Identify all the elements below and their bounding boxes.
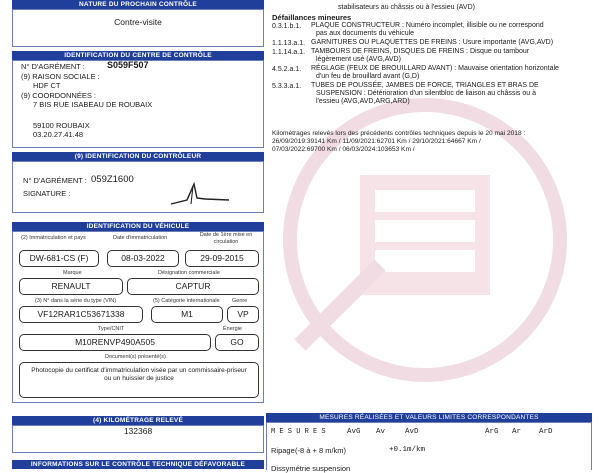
- mesures-column-header: ArG: [485, 428, 499, 436]
- mesures-column-header: AvD: [405, 428, 419, 436]
- genre-field: VP: [227, 306, 259, 323]
- controleur-agrement-label: N° D'AGRÉMENT :: [23, 176, 87, 185]
- immat-label: (2) Immatriculation et pays: [21, 235, 86, 241]
- next-visit-header: NATURE DU PROCHAIN CONTRÔLE: [12, 0, 264, 9]
- documents-label: Document(s) présenté(s): [105, 354, 166, 360]
- ripage-value: +0.1m/km: [389, 446, 426, 454]
- type-cnit-field: M10RENVP490A505: [19, 334, 211, 351]
- defavorable-info-header: INFORMATIONS SUR LE CONTRÔLE TECHNIQUE DÉFAVORABLE: [12, 460, 264, 469]
- km-history-line: Kilométrages relevés lors des précédents contrôles techniques depuis le 20 mai 2018 :: [272, 130, 526, 137]
- defect-text: PLAQUE CONSTRUCTEUR : Numéro incomplet, illisible ou ne correspond: [311, 22, 544, 29]
- date-immat-label: Date d'immatriculation: [113, 235, 168, 241]
- mesures-panel: [266, 422, 592, 473]
- type-cnit-label: Type/CNIT: [98, 326, 125, 332]
- defect-text: TAMBOURS DE FREINS, DISQUES DE FREINS : Disque ou tambour: [311, 48, 530, 55]
- defect-text: légèrement usé (AVG,AVD): [316, 56, 401, 63]
- defect-text: RÉGLAGE (FEUX DE BROUILLARD AVANT) : Mauvaise orientation horizontale: [311, 65, 559, 72]
- raison-sociale-label: (9) RAISON SOCIALE :: [21, 72, 100, 81]
- genre-label: Genre: [232, 298, 248, 304]
- defect-code: 5.3.3.a.1.: [272, 83, 302, 90]
- next-visit-value: Contre-visite: [114, 17, 162, 27]
- marque-label: Marque: [63, 270, 82, 276]
- defaillances-title: Défaillances mineures: [272, 13, 352, 22]
- centre-address-line1: 7 BIS RUE ISABEAU DE ROUBAIX: [33, 100, 153, 109]
- km-history-line: 07/03/2022:69700 Km / 06/03/2024:103653 Km /: [272, 146, 415, 153]
- kilometrage-value: 132368: [123, 426, 153, 436]
- categorie-label: (5) Catégorie internationale: [153, 298, 220, 304]
- km-history-line: 26/09/2019:39141 Km / 11/09/2021:62701 Km / 29/10/2021:64667 Km /: [272, 138, 481, 145]
- vehicule-panel: [12, 231, 264, 403]
- centre-header: IDENTIFICATION DU CENTRE DE CONTRÔLE: [12, 51, 264, 60]
- top-partial-line: stabilisateurs au châssis ou à l'essieu (AVD): [338, 4, 475, 11]
- kilometrage-panel: [12, 425, 264, 453]
- defect-text: d'un feu de brouillard avant (G,D): [316, 73, 420, 80]
- dissymetrie-label: Dissymétrie suspension: [271, 464, 351, 473]
- defect-text: l'essieu (AVG,AVD,ARG,ARD): [316, 98, 410, 105]
- signature: [163, 182, 233, 212]
- centre-agrement-label: N° D'AGRÉMENT :: [21, 62, 85, 71]
- defect-text: SUSPENSION : Détérioration d'un silentbloc de liaison au châssis ou à: [316, 90, 537, 97]
- vin-field: VF12RAR1C53671338: [19, 306, 143, 323]
- raison-sociale-value: HDF CT: [33, 81, 61, 90]
- centre-panel: [12, 60, 264, 148]
- defect-code: 1.1.14.a.1.: [272, 49, 306, 56]
- mesures-title: M E S U R E S: [271, 428, 326, 436]
- defect-code: 1.1.13.a.1.: [272, 40, 306, 47]
- centre-address-line2: 59100 ROUBAIX: [33, 121, 90, 130]
- vehicule-header: IDENTIFICATION DU VÉHICULE: [12, 222, 264, 231]
- energie-label: Énergie: [223, 326, 242, 332]
- kilometrage-header: (4) KILOMÉTRAGE RELEVÉ: [12, 416, 264, 425]
- marque-field: RENAULT: [19, 278, 123, 295]
- designation-label: Désignation commerciale: [158, 270, 220, 276]
- date-first-circulation-field: 29-09-2015: [185, 250, 259, 267]
- documents-field: Photocopie du certificat d'immatriculation visée par un commissaire-priseur ou un huissier de justice: [19, 362, 259, 398]
- ripage-label: Ripage: [271, 446, 295, 455]
- mesures-column-header: ArD: [539, 428, 553, 436]
- immat-field: DW-681-CS (F): [19, 250, 99, 267]
- mesures-column-header: AvG: [347, 428, 361, 436]
- designation-field: CAPTUR: [127, 278, 259, 295]
- mesures-column-header: Av: [376, 428, 386, 436]
- energie-field: GO: [215, 334, 259, 351]
- ripage-range: (-8 à + 8 m/km): [295, 446, 347, 455]
- vin-label: (3) N° dans la série du type (VIN): [35, 298, 117, 304]
- defect-code: 4.5.2.a.1.: [272, 66, 302, 73]
- categorie-field: M1: [151, 306, 223, 323]
- date-immat-field: 08-03-2022: [107, 250, 179, 267]
- defect-text: TUBES DE POUSSÉE, JAMBES DE FORCE, TRIANGLES ET BRAS DE: [311, 82, 539, 89]
- defect-code: 0.3.1.b.1.: [272, 23, 302, 30]
- controleur-panel: [12, 161, 264, 213]
- signature-label: SIGNATURE :: [23, 189, 71, 198]
- centre-agrement-value: S059F507: [107, 60, 149, 70]
- defect-text: GARNITURES OU PLAQUETTES DE FREINS : Usure importante (AVG,AVD): [311, 39, 554, 46]
- date-first-circulation-label: Date de 1ère mise en circulation: [199, 232, 253, 245]
- mesures-column-header: Ar: [512, 428, 522, 436]
- coordonnees-label: (9) COORDONNÉES :: [21, 91, 97, 100]
- controleur-agrement-value: 059Z1600: [91, 174, 134, 185]
- next-visit-panel: [12, 9, 264, 47]
- controleur-header: (9) IDENTIFICATION DU CONTRÔLEUR: [12, 152, 264, 161]
- mesures-header: MESURES RÉALISÉES ET VALEURS LIMITES CORRESPONDANTES: [266, 413, 592, 422]
- centre-phone: 03.20.27.41.48: [33, 130, 84, 139]
- defect-text: pas aux documents du véhicule: [316, 30, 415, 37]
